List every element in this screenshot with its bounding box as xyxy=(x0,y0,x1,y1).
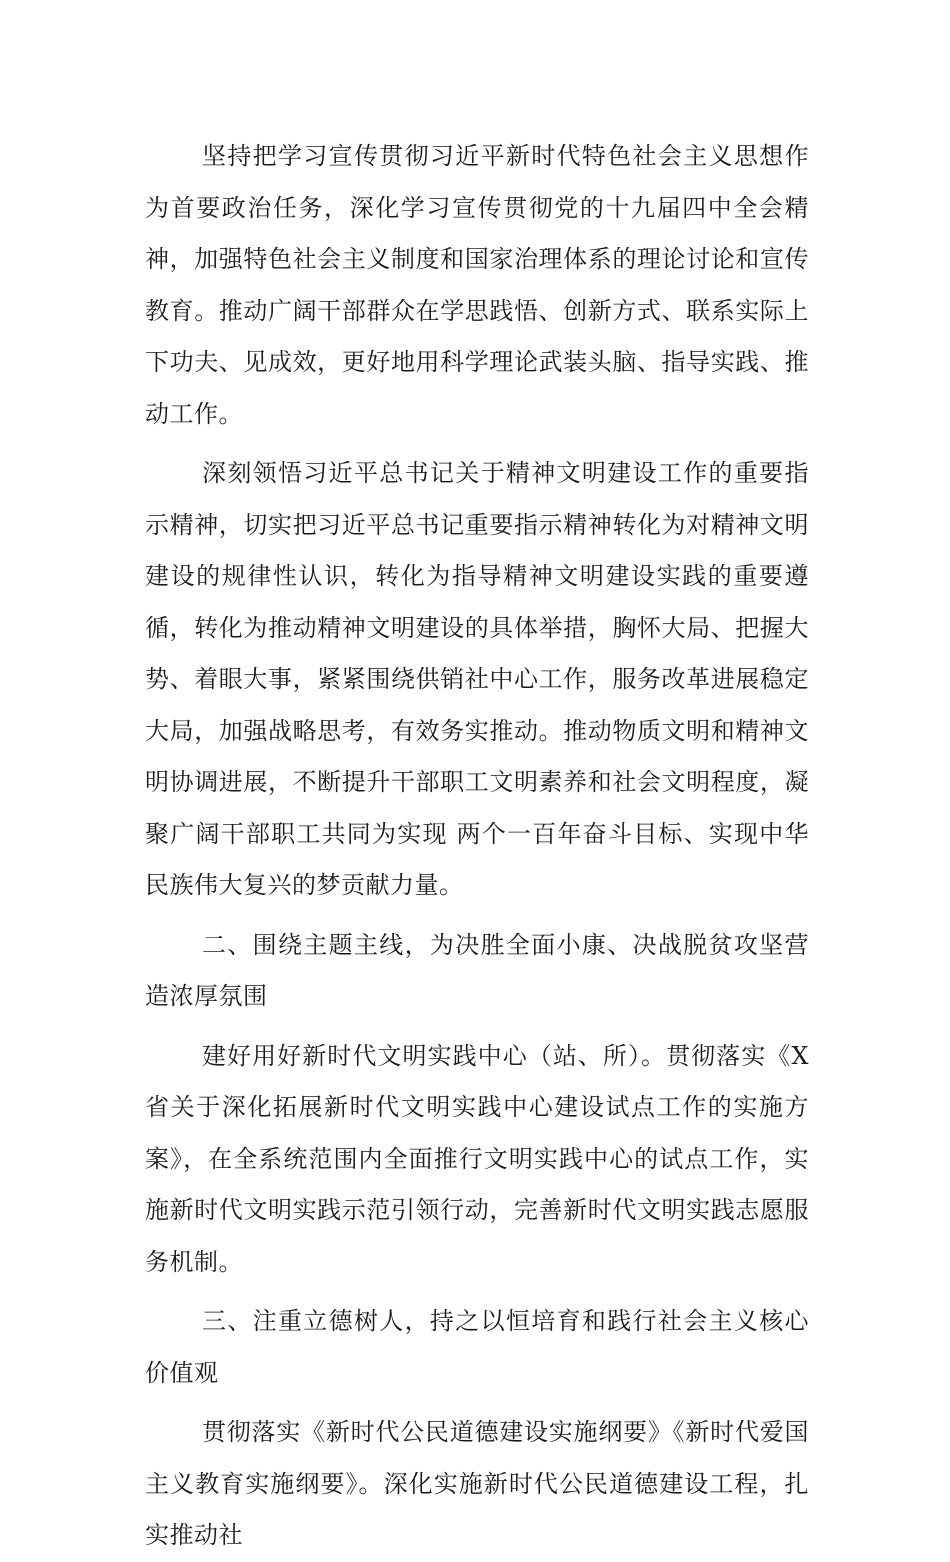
paragraph-moral-construction: 贯彻落实《新时代公民道德建设实施纲要》《新时代爱国主义教育实施纲要》。深化实施新时代公民道德建设工程，扎实推动社 xyxy=(145,1418,809,1549)
paragraph-practice-centers: 建好用好新时代文明实践中心（站、所）。贯彻落实《X省关于深化拓展新时代文明实践中心建设试点工作的实施方案》，在全系统范围内全面推行文明实践中心的试点工作，实施新时代文明实践示范引领行动，完善新时代文明实践志愿服务机制。 xyxy=(145,1041,809,1276)
paragraph-spiritual-civilization: 深刻领悟习近平总书记关于精神文明建设工作的重要指示精神，切实把习近平总书记重要指示精神转化为对精神文明建设的规律性认识，转化为指导精神文明建设实践的重要遵循，转化为推动精神文明建设的具体举措，胸怀大局、把握大势、着眼大事，紧紧围绕供销社中心工作，服务改革进展稳定大局，加强战略思考，有效务实推动。推动物质文明和精神文明协调进展，不断提升干部职工文明素养和社会文明程度，凝聚广阔干部职工共同为实现 两个一百年奋斗目标、实现中华民族伟大复兴的梦贡献力量。 xyxy=(145,459,809,899)
document-body xyxy=(145,131,809,1562)
section-heading-2: 二、围绕主题主线，为决胜全面小康、决战脱贫攻坚营造浓厚氛围 xyxy=(145,930,809,1010)
paragraph-study-thought: 坚持把学习宣传贯彻习近平新时代特色社会主义思想作为首要政治任务，深化学习宣传贯彻党的十九届四中全会精神，加强特色社会主义制度和国家治理体系的理论讨论和宣传教育。推动广阔干部群众在学思践悟、创新方式、联系实际上下功夫、见成效，更好地用科学理论武装头脑、指导实践、推动工作。 xyxy=(145,142,809,428)
section-heading-3: 三、注重立德树人，持之以恒培育和践行社会主义核心价值观 xyxy=(145,1307,809,1387)
